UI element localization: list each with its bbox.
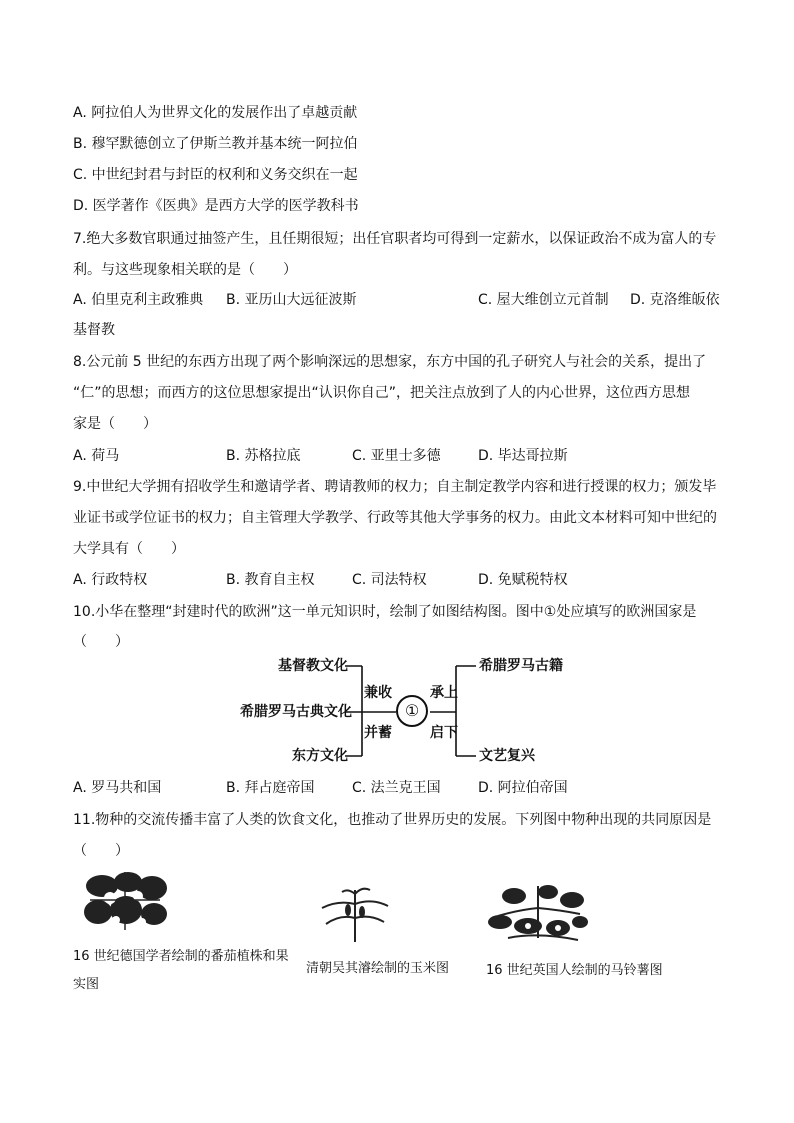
corn-caption: 清朝吴其濬绘制的玉米图: [306, 961, 450, 976]
q10-option-c: C. 法兰克王国: [352, 780, 441, 796]
tomato-caption-line2: 实图: [73, 977, 100, 992]
q11-stem-line2: （ ）: [73, 843, 129, 859]
q7-stem-line2: 利。与这些现象相关联的是（ ）: [73, 262, 297, 278]
q6-option-d: D. 医学著作《医典》是西方大学的医学教科书: [73, 198, 359, 214]
diagram-mid-left-top: 兼收: [364, 685, 392, 701]
q8-option-d: D. 毕达哥拉斯: [478, 448, 568, 464]
q8-option-b: B. 苏格拉底: [226, 448, 301, 464]
q8-stem-line1: 8.公元前 5 世纪的东西方出现了两个影响深远的思想家，东方中国的孔子研究人与社会的关系，提出了: [73, 354, 707, 370]
diagram-right-greek-roman-texts: 希腊罗马古籍: [479, 658, 563, 674]
q7-option-d: D. 克洛维皈依: [630, 292, 720, 308]
q6-option-c: C. 中世纪封君与封臣的权利和义务交织在一起: [73, 167, 358, 183]
q6-option-a: A. 阿拉伯人为世界文化的发展作出了卓越贡献: [73, 105, 358, 121]
diagram-mid-left-bottom: 并蓄: [364, 725, 392, 741]
q9-stem-line3: 大学具有（ ）: [73, 541, 185, 557]
q10-stem-line1: 10.小华在整理“封建时代的欧洲”这一单元知识时，绘制了如图结构图。图中①处应填写的欧洲国家是: [73, 604, 697, 620]
q9-option-c: C. 司法特权: [352, 572, 427, 588]
diagram-mid-right-bottom: 启下: [430, 725, 458, 741]
q7-option-a: A. 伯里克利主政雅典: [73, 292, 204, 308]
diagram-left-christian-culture: 基督教文化: [278, 658, 348, 674]
q7-option-d-continued: 基督教: [73, 322, 115, 338]
potato-caption: 16 世纪英国人绘制的马铃薯图: [486, 963, 663, 978]
q10-option-b: B. 拜占庭帝国: [226, 780, 315, 796]
q7-option-b: B. 亚历山大远征波斯: [226, 292, 357, 308]
q9-stem-line2: 业证书或学位证书的权力；自主管理大学教学、行政等其他大学事务的权力。由此文本材料可知中世纪的: [73, 510, 717, 526]
q9-stem-line1: 9.中世纪大学拥有招收学生和邀请学者、聘请教师的权力；自主制定教学内容和进行授课的权力；颁发毕: [73, 479, 717, 495]
q10-option-a: A. 罗马共和国: [73, 780, 162, 796]
potato-plant-image: [488, 882, 588, 944]
q10-stem-line2: （ ）: [73, 634, 129, 650]
diagram-left-classical-culture: 希腊罗马古典文化: [240, 704, 352, 720]
diagram-right-renaissance: 文艺复兴: [479, 748, 535, 764]
q8-option-a: A. 荷马: [73, 448, 120, 464]
q8-stem-line2: “仁”的思想；而西方的这位思想家提出“认识你自己”，把关注点放到了人的内心世界，这位西方思想: [73, 385, 691, 401]
q8-stem-line3: 家是（ ）: [73, 416, 157, 432]
q9-option-d: D. 免赋税特权: [478, 572, 568, 588]
q6-option-b: B. 穆罕默德创立了伊斯兰教并基本统一阿拉伯: [73, 136, 358, 152]
tomato-caption-line1: 16 世纪德国学者绘制的番茄植株和果: [73, 949, 289, 964]
q10-option-d: D. 阿拉伯帝国: [478, 780, 568, 796]
q9-option-a: A. 行政特权: [73, 572, 148, 588]
q7-option-c: C. 屋大维创立元首制: [478, 292, 609, 308]
tomato-plant-image: [80, 870, 170, 932]
diagram-center-blank: ①: [396, 695, 428, 727]
structure-diagram: [230, 652, 570, 772]
q9-option-b: B. 教育自主权: [226, 572, 315, 588]
diagram-left-eastern-culture: 东方文化: [292, 748, 348, 764]
diagram-mid-right-top: 承上: [430, 685, 458, 701]
q11-stem-line1: 11.物种的交流传播丰富了人类的饮食文化，也推动了世界历史的发展。下列图中物种出现的共同原因是: [73, 812, 712, 828]
q7-stem-line1: 7.绝大多数官职通过抽签产生，且任期很短；出任官职者均可得到一定薪水，以保证政治不成为富人的专: [73, 231, 717, 247]
q8-option-c: C. 亚里士多德: [352, 448, 441, 464]
corn-plant-image: [318, 884, 392, 942]
